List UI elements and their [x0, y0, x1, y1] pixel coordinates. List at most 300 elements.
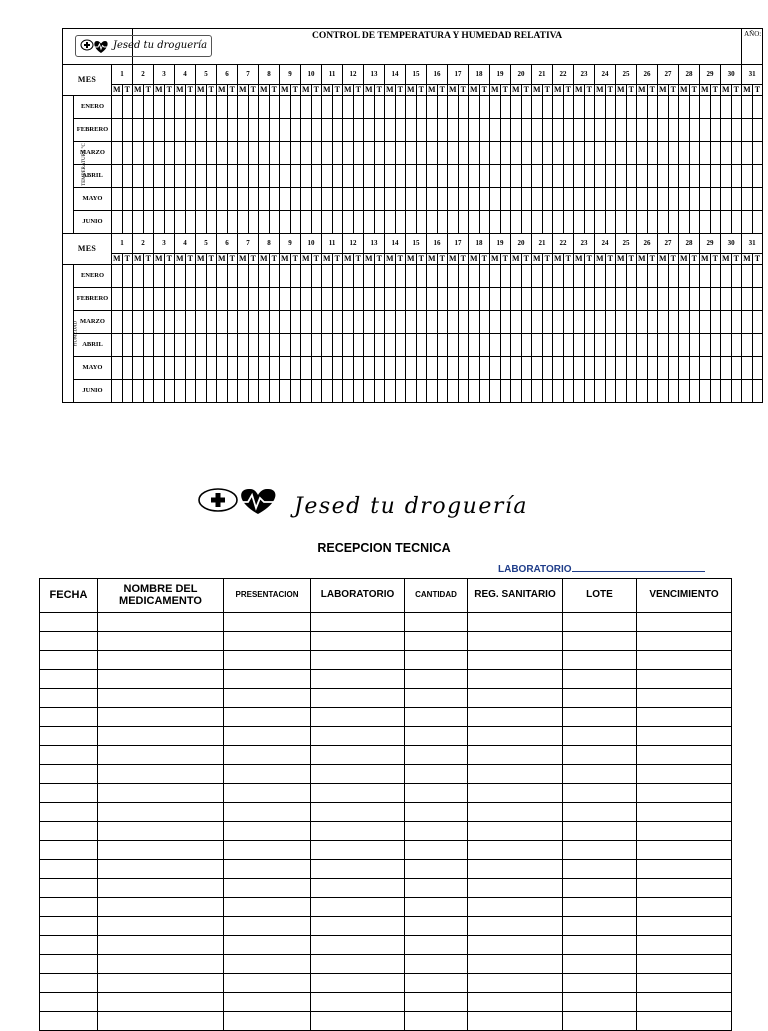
reading-cell[interactable]	[311, 96, 322, 119]
reading-cell[interactable]	[668, 311, 679, 334]
reading-cell[interactable]	[248, 334, 259, 357]
reading-cell[interactable]	[238, 288, 249, 311]
reading-cell[interactable]	[584, 142, 595, 165]
reading-cell[interactable]	[238, 96, 249, 119]
reading-cell[interactable]	[364, 96, 375, 119]
reading-cell[interactable]	[164, 96, 175, 119]
reading-cell[interactable]	[469, 311, 480, 334]
reading-cell[interactable]	[217, 211, 228, 234]
entry-cell[interactable]	[98, 689, 224, 708]
entry-cell[interactable]	[468, 784, 563, 803]
reading-cell[interactable]	[353, 142, 364, 165]
reading-cell[interactable]	[196, 119, 207, 142]
reading-cell[interactable]	[752, 211, 763, 234]
reading-cell[interactable]	[574, 380, 585, 403]
reading-cell[interactable]	[206, 96, 217, 119]
reading-cell[interactable]	[154, 96, 165, 119]
reading-cell[interactable]	[112, 265, 123, 288]
reading-cell[interactable]	[322, 96, 333, 119]
reading-cell[interactable]	[668, 380, 679, 403]
reading-cell[interactable]	[595, 211, 606, 234]
reading-cell[interactable]	[416, 311, 427, 334]
entry-cell[interactable]	[40, 860, 98, 879]
reading-cell[interactable]	[626, 357, 637, 380]
reading-cell[interactable]	[532, 119, 543, 142]
reading-cell[interactable]	[353, 311, 364, 334]
reading-cell[interactable]	[532, 142, 543, 165]
reading-cell[interactable]	[511, 311, 522, 334]
reading-cell[interactable]	[290, 211, 301, 234]
reading-cell[interactable]	[196, 96, 207, 119]
reading-cell[interactable]	[311, 119, 322, 142]
reading-cell[interactable]	[553, 311, 564, 334]
reading-cell[interactable]	[679, 334, 690, 357]
reading-cell[interactable]	[700, 119, 711, 142]
reading-cell[interactable]	[553, 265, 564, 288]
reading-cell[interactable]	[238, 119, 249, 142]
reading-cell[interactable]	[553, 211, 564, 234]
entry-cell[interactable]	[637, 993, 732, 1012]
reading-cell[interactable]	[542, 265, 553, 288]
entry-cell[interactable]	[405, 689, 468, 708]
entry-cell[interactable]	[405, 803, 468, 822]
reading-cell[interactable]	[395, 380, 406, 403]
reading-cell[interactable]	[500, 265, 511, 288]
reading-cell[interactable]	[385, 357, 396, 380]
reading-cell[interactable]	[458, 265, 469, 288]
reading-cell[interactable]	[301, 288, 312, 311]
reading-cell[interactable]	[490, 357, 501, 380]
reading-cell[interactable]	[479, 380, 490, 403]
reading-cell[interactable]	[353, 288, 364, 311]
reading-cell[interactable]	[574, 357, 585, 380]
reading-cell[interactable]	[689, 211, 700, 234]
reading-cell[interactable]	[700, 334, 711, 357]
reading-cell[interactable]	[259, 265, 270, 288]
reading-cell[interactable]	[731, 211, 742, 234]
reading-cell[interactable]	[164, 142, 175, 165]
reading-cell[interactable]	[679, 142, 690, 165]
entry-cell[interactable]	[563, 1012, 637, 1031]
entry-cell[interactable]	[405, 917, 468, 936]
entry-cell[interactable]	[40, 1012, 98, 1031]
entry-cell[interactable]	[311, 613, 405, 632]
reading-cell[interactable]	[742, 265, 753, 288]
entry-cell[interactable]	[224, 613, 311, 632]
reading-cell[interactable]	[301, 357, 312, 380]
reading-cell[interactable]	[626, 142, 637, 165]
reading-cell[interactable]	[206, 357, 217, 380]
reading-cell[interactable]	[164, 380, 175, 403]
reading-cell[interactable]	[637, 142, 648, 165]
reading-cell[interactable]	[322, 211, 333, 234]
reading-cell[interactable]	[343, 311, 354, 334]
reading-cell[interactable]	[248, 380, 259, 403]
reading-cell[interactable]	[448, 380, 459, 403]
reading-cell[interactable]	[374, 142, 385, 165]
reading-cell[interactable]	[710, 188, 721, 211]
reading-cell[interactable]	[374, 288, 385, 311]
reading-cell[interactable]	[563, 142, 574, 165]
reading-cell[interactable]	[374, 165, 385, 188]
reading-cell[interactable]	[584, 357, 595, 380]
reading-cell[interactable]	[553, 380, 564, 403]
reading-cell[interactable]	[385, 288, 396, 311]
reading-cell[interactable]	[248, 96, 259, 119]
reading-cell[interactable]	[479, 265, 490, 288]
reading-cell[interactable]	[605, 188, 616, 211]
reading-cell[interactable]	[112, 311, 123, 334]
reading-cell[interactable]	[395, 119, 406, 142]
reading-cell[interactable]	[658, 265, 669, 288]
reading-cell[interactable]	[626, 188, 637, 211]
reading-cell[interactable]	[595, 188, 606, 211]
reading-cell[interactable]	[574, 311, 585, 334]
reading-cell[interactable]	[280, 265, 291, 288]
reading-cell[interactable]	[112, 142, 123, 165]
entry-cell[interactable]	[40, 689, 98, 708]
entry-cell[interactable]	[311, 917, 405, 936]
reading-cell[interactable]	[280, 311, 291, 334]
reading-cell[interactable]	[721, 288, 732, 311]
entry-cell[interactable]	[311, 879, 405, 898]
entry-cell[interactable]	[40, 917, 98, 936]
reading-cell[interactable]	[248, 265, 259, 288]
reading-cell[interactable]	[185, 165, 196, 188]
reading-cell[interactable]	[175, 119, 186, 142]
reading-cell[interactable]	[563, 188, 574, 211]
reading-cell[interactable]	[122, 311, 133, 334]
reading-cell[interactable]	[616, 119, 627, 142]
entry-cell[interactable]	[563, 784, 637, 803]
reading-cell[interactable]	[448, 334, 459, 357]
reading-cell[interactable]	[511, 142, 522, 165]
reading-cell[interactable]	[332, 96, 343, 119]
reading-cell[interactable]	[700, 96, 711, 119]
entry-cell[interactable]	[98, 955, 224, 974]
entry-cell[interactable]	[311, 803, 405, 822]
reading-cell[interactable]	[700, 142, 711, 165]
reading-cell[interactable]	[364, 119, 375, 142]
reading-cell[interactable]	[175, 357, 186, 380]
entry-cell[interactable]	[563, 765, 637, 784]
reading-cell[interactable]	[406, 265, 417, 288]
reading-cell[interactable]	[742, 311, 753, 334]
reading-cell[interactable]	[364, 288, 375, 311]
entry-cell[interactable]	[98, 898, 224, 917]
reading-cell[interactable]	[532, 288, 543, 311]
reading-cell[interactable]	[731, 96, 742, 119]
reading-cell[interactable]	[185, 188, 196, 211]
entry-cell[interactable]	[563, 936, 637, 955]
reading-cell[interactable]	[143, 165, 154, 188]
entry-cell[interactable]	[98, 917, 224, 936]
reading-cell[interactable]	[248, 188, 259, 211]
reading-cell[interactable]	[731, 265, 742, 288]
entry-cell[interactable]	[98, 803, 224, 822]
reading-cell[interactable]	[700, 265, 711, 288]
reading-cell[interactable]	[458, 211, 469, 234]
entry-cell[interactable]	[405, 822, 468, 841]
reading-cell[interactable]	[290, 142, 301, 165]
reading-cell[interactable]	[710, 380, 721, 403]
reading-cell[interactable]	[353, 211, 364, 234]
reading-cell[interactable]	[143, 96, 154, 119]
reading-cell[interactable]	[721, 265, 732, 288]
reading-cell[interactable]	[248, 311, 259, 334]
reading-cell[interactable]	[584, 96, 595, 119]
reading-cell[interactable]	[133, 96, 144, 119]
entry-cell[interactable]	[563, 993, 637, 1012]
reading-cell[interactable]	[511, 96, 522, 119]
entry-cell[interactable]	[468, 727, 563, 746]
reading-cell[interactable]	[742, 165, 753, 188]
entry-cell[interactable]	[311, 670, 405, 689]
reading-cell[interactable]	[616, 211, 627, 234]
reading-cell[interactable]	[122, 334, 133, 357]
entry-cell[interactable]	[224, 917, 311, 936]
entry-cell[interactable]	[224, 784, 311, 803]
reading-cell[interactable]	[479, 119, 490, 142]
reading-cell[interactable]	[511, 165, 522, 188]
reading-cell[interactable]	[227, 265, 238, 288]
entry-cell[interactable]	[40, 670, 98, 689]
reading-cell[interactable]	[332, 211, 343, 234]
entry-cell[interactable]	[468, 993, 563, 1012]
reading-cell[interactable]	[658, 334, 669, 357]
reading-cell[interactable]	[679, 357, 690, 380]
reading-cell[interactable]	[637, 165, 648, 188]
entry-cell[interactable]	[98, 765, 224, 784]
reading-cell[interactable]	[154, 265, 165, 288]
reading-cell[interactable]	[637, 211, 648, 234]
reading-cell[interactable]	[584, 288, 595, 311]
reading-cell[interactable]	[731, 142, 742, 165]
entry-cell[interactable]	[224, 974, 311, 993]
reading-cell[interactable]	[710, 311, 721, 334]
reading-cell[interactable]	[584, 188, 595, 211]
reading-cell[interactable]	[542, 380, 553, 403]
entry-cell[interactable]	[405, 1012, 468, 1031]
reading-cell[interactable]	[542, 288, 553, 311]
reading-cell[interactable]	[269, 311, 280, 334]
reading-cell[interactable]	[395, 188, 406, 211]
reading-cell[interactable]	[469, 119, 480, 142]
reading-cell[interactable]	[742, 188, 753, 211]
reading-cell[interactable]	[269, 357, 280, 380]
reading-cell[interactable]	[500, 211, 511, 234]
reading-cell[interactable]	[469, 357, 480, 380]
entry-cell[interactable]	[468, 860, 563, 879]
reading-cell[interactable]	[269, 380, 280, 403]
reading-cell[interactable]	[668, 96, 679, 119]
reading-cell[interactable]	[605, 265, 616, 288]
entry-cell[interactable]	[98, 993, 224, 1012]
reading-cell[interactable]	[217, 265, 228, 288]
reading-cell[interactable]	[185, 380, 196, 403]
reading-cell[interactable]	[553, 288, 564, 311]
reading-cell[interactable]	[164, 211, 175, 234]
reading-cell[interactable]	[574, 119, 585, 142]
reading-cell[interactable]	[217, 380, 228, 403]
reading-cell[interactable]	[311, 142, 322, 165]
reading-cell[interactable]	[563, 265, 574, 288]
entry-cell[interactable]	[563, 746, 637, 765]
reading-cell[interactable]	[122, 165, 133, 188]
reading-cell[interactable]	[458, 142, 469, 165]
reading-cell[interactable]	[311, 334, 322, 357]
entry-cell[interactable]	[468, 917, 563, 936]
reading-cell[interactable]	[521, 119, 532, 142]
reading-cell[interactable]	[332, 188, 343, 211]
entry-cell[interactable]	[468, 670, 563, 689]
reading-cell[interactable]	[668, 165, 679, 188]
entry-cell[interactable]	[405, 860, 468, 879]
reading-cell[interactable]	[532, 380, 543, 403]
entry-cell[interactable]	[563, 841, 637, 860]
reading-cell[interactable]	[395, 211, 406, 234]
reading-cell[interactable]	[280, 165, 291, 188]
reading-cell[interactable]	[154, 334, 165, 357]
reading-cell[interactable]	[752, 311, 763, 334]
reading-cell[interactable]	[658, 357, 669, 380]
reading-cell[interactable]	[112, 96, 123, 119]
reading-cell[interactable]	[185, 142, 196, 165]
reading-cell[interactable]	[511, 119, 522, 142]
reading-cell[interactable]	[490, 211, 501, 234]
reading-cell[interactable]	[427, 211, 438, 234]
reading-cell[interactable]	[353, 334, 364, 357]
reading-cell[interactable]	[395, 357, 406, 380]
reading-cell[interactable]	[721, 188, 732, 211]
entry-cell[interactable]	[40, 708, 98, 727]
reading-cell[interactable]	[322, 357, 333, 380]
reading-cell[interactable]	[490, 334, 501, 357]
entry-cell[interactable]	[40, 879, 98, 898]
reading-cell[interactable]	[395, 311, 406, 334]
entry-cell[interactable]	[563, 955, 637, 974]
reading-cell[interactable]	[595, 311, 606, 334]
reading-cell[interactable]	[563, 380, 574, 403]
reading-cell[interactable]	[521, 188, 532, 211]
reading-cell[interactable]	[143, 288, 154, 311]
entry-cell[interactable]	[98, 841, 224, 860]
entry-cell[interactable]	[637, 613, 732, 632]
reading-cell[interactable]	[395, 142, 406, 165]
reading-cell[interactable]	[595, 334, 606, 357]
entry-cell[interactable]	[311, 898, 405, 917]
reading-cell[interactable]	[637, 96, 648, 119]
reading-cell[interactable]	[437, 334, 448, 357]
reading-cell[interactable]	[353, 380, 364, 403]
entry-cell[interactable]	[224, 1012, 311, 1031]
reading-cell[interactable]	[553, 96, 564, 119]
reading-cell[interactable]	[196, 265, 207, 288]
entry-cell[interactable]	[563, 708, 637, 727]
entry-cell[interactable]	[637, 689, 732, 708]
reading-cell[interactable]	[689, 188, 700, 211]
reading-cell[interactable]	[290, 334, 301, 357]
reading-cell[interactable]	[647, 311, 658, 334]
reading-cell[interactable]	[700, 357, 711, 380]
entry-cell[interactable]	[405, 955, 468, 974]
reading-cell[interactable]	[395, 165, 406, 188]
entry-cell[interactable]	[405, 765, 468, 784]
reading-cell[interactable]	[364, 142, 375, 165]
reading-cell[interactable]	[521, 265, 532, 288]
reading-cell[interactable]	[133, 119, 144, 142]
reading-cell[interactable]	[700, 311, 711, 334]
reading-cell[interactable]	[605, 311, 616, 334]
reading-cell[interactable]	[658, 211, 669, 234]
entry-cell[interactable]	[637, 632, 732, 651]
reading-cell[interactable]	[595, 380, 606, 403]
reading-cell[interactable]	[343, 142, 354, 165]
reading-cell[interactable]	[301, 334, 312, 357]
reading-cell[interactable]	[133, 334, 144, 357]
reading-cell[interactable]	[164, 357, 175, 380]
reading-cell[interactable]	[647, 357, 658, 380]
reading-cell[interactable]	[332, 288, 343, 311]
reading-cell[interactable]	[605, 334, 616, 357]
entry-cell[interactable]	[98, 879, 224, 898]
entry-cell[interactable]	[311, 727, 405, 746]
reading-cell[interactable]	[458, 357, 469, 380]
entry-cell[interactable]	[637, 746, 732, 765]
reading-cell[interactable]	[427, 288, 438, 311]
reading-cell[interactable]	[122, 265, 133, 288]
entry-cell[interactable]	[224, 689, 311, 708]
reading-cell[interactable]	[731, 288, 742, 311]
reading-cell[interactable]	[574, 288, 585, 311]
reading-cell[interactable]	[196, 211, 207, 234]
reading-cell[interactable]	[616, 265, 627, 288]
reading-cell[interactable]	[280, 357, 291, 380]
reading-cell[interactable]	[437, 288, 448, 311]
reading-cell[interactable]	[175, 96, 186, 119]
reading-cell[interactable]	[437, 265, 448, 288]
reading-cell[interactable]	[469, 188, 480, 211]
entry-cell[interactable]	[224, 670, 311, 689]
reading-cell[interactable]	[175, 188, 186, 211]
reading-cell[interactable]	[133, 265, 144, 288]
reading-cell[interactable]	[500, 357, 511, 380]
entry-cell[interactable]	[468, 689, 563, 708]
reading-cell[interactable]	[511, 211, 522, 234]
reading-cell[interactable]	[700, 211, 711, 234]
reading-cell[interactable]	[217, 288, 228, 311]
entry-cell[interactable]	[311, 974, 405, 993]
reading-cell[interactable]	[227, 357, 238, 380]
reading-cell[interactable]	[143, 142, 154, 165]
reading-cell[interactable]	[364, 380, 375, 403]
reading-cell[interactable]	[511, 288, 522, 311]
reading-cell[interactable]	[427, 188, 438, 211]
reading-cell[interactable]	[458, 96, 469, 119]
reading-cell[interactable]	[332, 265, 343, 288]
reading-cell[interactable]	[164, 119, 175, 142]
reading-cell[interactable]	[710, 288, 721, 311]
entry-cell[interactable]	[311, 1012, 405, 1031]
reading-cell[interactable]	[563, 119, 574, 142]
reading-cell[interactable]	[238, 334, 249, 357]
reading-cell[interactable]	[395, 265, 406, 288]
reading-cell[interactable]	[532, 265, 543, 288]
reading-cell[interactable]	[259, 119, 270, 142]
reading-cell[interactable]	[448, 211, 459, 234]
reading-cell[interactable]	[343, 334, 354, 357]
reading-cell[interactable]	[595, 357, 606, 380]
